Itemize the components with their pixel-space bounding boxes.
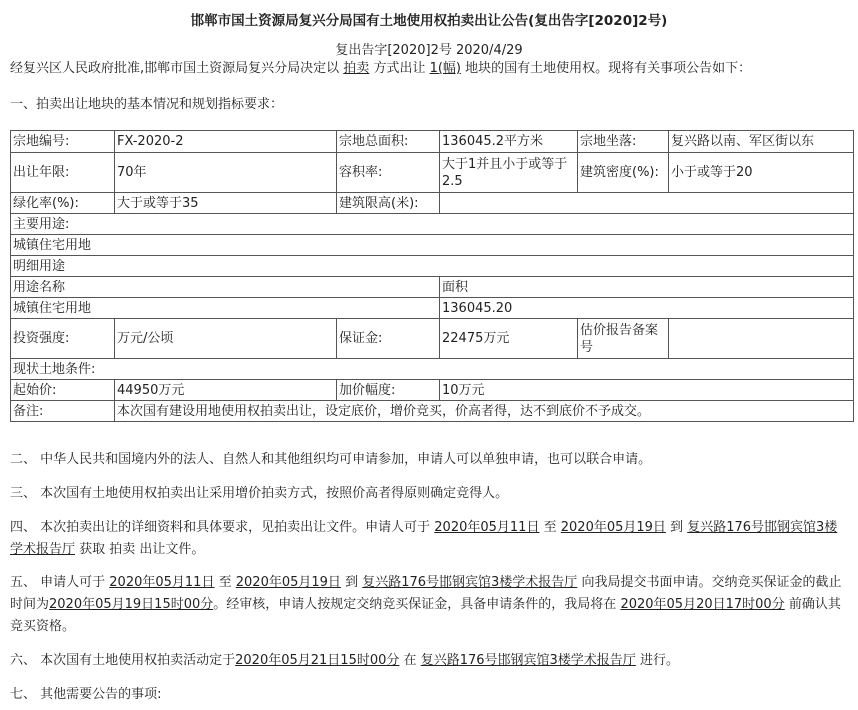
table-row — [11, 193, 854, 214]
table-cell: 复兴路以南、军区街以东 — [669, 131, 854, 153]
intro-method: 拍卖 — [343, 61, 370, 76]
table-cell: 明细用途 — [11, 256, 854, 277]
table-cell: 出让年限: — [11, 153, 115, 193]
table-row — [11, 277, 854, 298]
table-cell: 城镇住宅用地 — [11, 235, 854, 256]
intro-mid: 方式出让 — [373, 61, 426, 76]
s6-auction-time: 2020年05月21日15时00分 — [235, 653, 400, 668]
table-cell: 投资强度: — [11, 319, 115, 359]
s4-start-date: 2020年05月11日 — [434, 520, 540, 535]
s5-end-date: 2020年05月19日 — [235, 575, 341, 590]
announcement-number-date: 复出告字[2020]2号 2020/4/29 — [335, 43, 523, 58]
table-cell: 主要用途: — [11, 214, 854, 235]
table-cell: 加价幅度: — [337, 380, 440, 401]
table-cell: 大于1并且小于或等于2.5 — [440, 153, 578, 193]
s6-place: 复兴路176号邯钢宾馆3楼学术报告厅 — [420, 653, 636, 668]
s5-text-c: 到 — [345, 575, 359, 590]
table-cell: 建筑密度(%): — [578, 153, 669, 193]
s5-place: 复兴路176号邯钢宾馆3楼学术报告厅 — [362, 575, 578, 590]
section-5 — [10, 572, 848, 638]
s5-text-b: 至 — [218, 575, 232, 590]
table-row — [11, 214, 854, 235]
s4-text-c: 到 — [670, 520, 684, 535]
table-cell: 70年 — [115, 153, 337, 193]
section-7: 七、 其他需要公告的事项: — [10, 687, 162, 702]
intro-count: 1(幅) — [429, 61, 462, 76]
s6-text-b: 在 — [403, 653, 417, 668]
table-cell: 大于或等于35 — [115, 193, 337, 214]
table-cell: 绿化率(%): — [11, 193, 115, 214]
table-cell: 起始价: — [11, 380, 115, 401]
table-cell: 136045.2平方米 — [440, 131, 578, 153]
table-cell: 136045.20 — [440, 298, 854, 319]
table-cell: 城镇住宅用地 — [11, 298, 440, 319]
table-row — [11, 298, 854, 319]
section-3: 三、 本次国有土地使用权拍卖出让采用增价拍卖方式，按照价高者得原则确定竞得人。 — [10, 486, 509, 501]
table-cell: 现状土地条件: — [11, 359, 854, 380]
s5-text-d: 向我局提交书面申请。交纳竞买保证金的截止时间为 — [10, 575, 842, 612]
s5-text-e: 。经审核，申请人按规定交纳竞买保证金，具备申请条件的，我局将在 — [213, 597, 617, 612]
s6-text-c: 进行。 — [639, 653, 679, 668]
table-cell: 10万元 — [440, 380, 854, 401]
s4-text-b: 至 — [543, 520, 557, 535]
table-cell: 万元/公顷 — [115, 319, 337, 359]
section-6 — [10, 650, 848, 672]
intro-post: 地块的国有土地使用权。现将有关事项公告如下： — [465, 61, 752, 76]
table-cell: 本次国有建设用地使用权拍卖出让，设定底价，增价竞买，价高者得，达不到底价不予成交。 — [115, 401, 854, 422]
table-cell — [440, 193, 854, 214]
table-row — [11, 319, 854, 359]
table-cell: 22475万元 — [440, 319, 578, 359]
section-1-heading: 一、拍卖出让地块的基本情况和规划指标要求： — [10, 97, 284, 112]
section-2: 二、 中华人民共和国境内外的法人、自然人和其他组织均可申请参加，申请人可以单独申请，也可以联合申请。 — [10, 452, 652, 467]
table-row — [11, 256, 854, 277]
table-cell: 备注: — [11, 401, 115, 422]
table-cell: 小于或等于20 — [669, 153, 854, 193]
table-row — [11, 380, 854, 401]
table-row — [11, 401, 854, 422]
table-row — [11, 359, 854, 380]
table-cell: FX-2020-2 — [115, 131, 337, 153]
s5-deposit-deadline: 2020年05月19日15时00分 — [49, 597, 214, 612]
table-cell: 宗地总面积: — [337, 131, 440, 153]
table-cell: 估价报告备案号 — [578, 319, 669, 359]
table-cell: 宗地编号: — [11, 131, 115, 153]
table-cell: 面积 — [440, 277, 854, 298]
s5-confirm-time: 2020年05月20日17时00分 — [620, 597, 785, 612]
section-4 — [10, 517, 848, 561]
table-cell: 用途名称 — [11, 277, 440, 298]
s4-text-a: 四、 本次拍卖出让的详细资料和具体要求，见拍卖出让文件。申请人可于 — [10, 520, 431, 535]
table-row — [11, 153, 854, 193]
s4-text-e: 获取 拍卖 出让文件。 — [79, 542, 205, 557]
table-cell — [669, 319, 854, 359]
s6-text-a: 六、 本次国有土地使用权拍卖活动定于 — [10, 653, 236, 668]
table-cell: 宗地坐落: — [578, 131, 669, 153]
table-row — [11, 235, 854, 256]
intro-paragraph — [10, 59, 850, 79]
land-info-table — [10, 130, 854, 422]
table-cell: 保证金: — [337, 319, 440, 359]
table-row — [11, 131, 854, 153]
s4-end-date: 2020年05月19日 — [560, 520, 666, 535]
intro-pre: 经复兴区人民政府批准,邯郸市国土资源局复兴分局决定以 — [10, 61, 340, 76]
s5-text-a: 五、 申请人可于 — [10, 575, 106, 590]
s5-start-date: 2020年05月11日 — [109, 575, 215, 590]
table-cell: 44950万元 — [115, 380, 337, 401]
page-title: 邯郸市国土资源局复兴分局国有土地使用权拍卖出让公告(复出告字[2020]2号) — [190, 13, 668, 29]
s4-place: 复兴路176号邯钢宾馆3楼学术报告厅 — [10, 520, 838, 557]
s5-text-f: 前确认其竞买资格。 — [10, 597, 841, 634]
table-cell: 建筑限高(米): — [337, 193, 440, 214]
table-cell: 容积率: — [337, 153, 440, 193]
